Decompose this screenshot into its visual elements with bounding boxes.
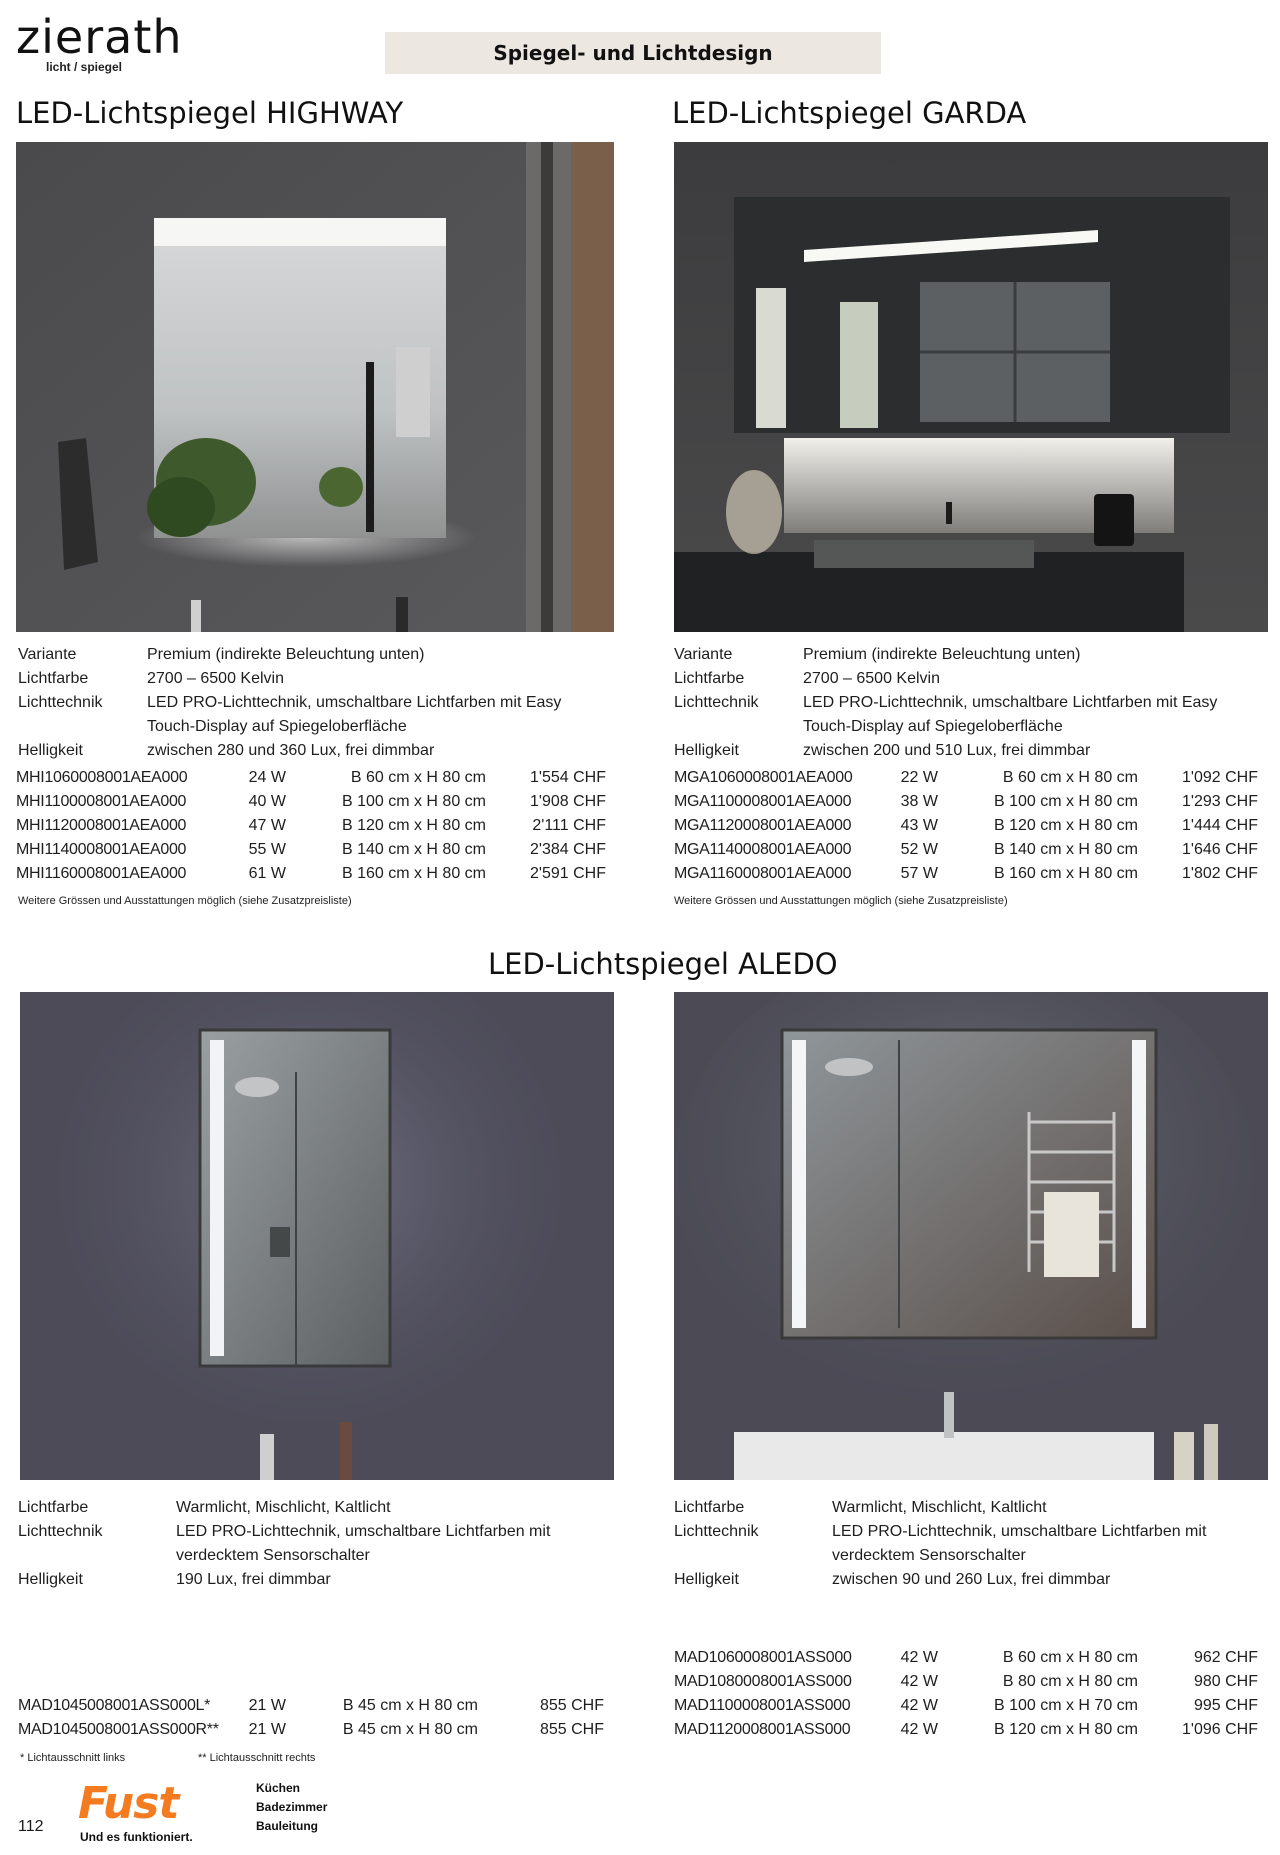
highway-photo [16,142,614,632]
wattage: 42 W [900,1673,938,1690]
brand-subtitle: licht / spiegel [46,60,123,74]
table-row [16,766,616,790]
wattage: 57 W [900,865,938,882]
price: 2'111 CHF [532,817,606,834]
spec-value: LED PRO-Lichttechnik, umschaltbare Lichtfarben mit verdecktem Sensorschalter [176,1523,551,1564]
table-row [16,790,616,814]
wattage: 52 W [900,841,938,858]
article-code: MHI1140008001AEA000 [16,841,187,858]
garda-specs [674,643,1268,763]
article-code: MAD1120008001ASS000 [674,1721,851,1738]
wattage: 47 W [248,817,286,834]
price: 2'384 CHF [530,841,606,858]
price: 1'293 CHF [1182,793,1258,810]
spec-label: Lichttechnik [18,1523,103,1540]
aledo-title: LED-Lichtspiegel ALEDO [488,947,838,981]
table-row [16,814,616,838]
wattage: 42 W [900,1721,938,1738]
table-row [674,766,1268,790]
price: 1'802 CHF [1182,865,1258,882]
spec-label: Helligkeit [18,742,83,759]
fust-logo [78,1780,243,1850]
category-construction: Bauleitung [256,1819,318,1833]
article-code: MAD1045008001ASS000L* [18,1697,211,1714]
table-row [16,862,616,886]
spec-label: Helligkeit [674,1571,739,1588]
price: 995 CHF [1193,1697,1258,1714]
dimensions: B 100 cm x H 80 cm [341,793,486,810]
table-row [674,1670,1268,1694]
spec-label: Helligkeit [674,742,739,759]
dimensions: B 45 cm x H 80 cm [342,1697,478,1714]
article-code: MHI1060008001AEA000 [16,769,188,786]
price: 962 CHF [1193,1649,1258,1666]
page-number: 112 [18,1818,44,1835]
highway-title: LED-Lichtspiegel HIGHWAY [16,96,404,130]
dimensions: B 160 cm x H 80 cm [993,865,1138,882]
table-row [674,862,1268,886]
spec-value: zwischen 200 und 510 Lux, frei dimmbar [803,742,1091,759]
dimensions: B 60 cm x H 80 cm [1002,769,1138,786]
spec-label: Lichtfarbe [18,670,89,687]
aledo-left-price-table [18,1694,614,1742]
section-banner [385,32,881,74]
article-code: MGA1140008001AEA000 [674,841,852,858]
garda-price-table [674,766,1268,886]
wattage: 61 W [248,865,286,882]
category-bathrooms: Badezimmer [256,1800,328,1814]
highway-specs [18,643,614,763]
spec-label: Variante [674,646,733,663]
aledo-right-specs [674,1496,1268,1592]
spec-value: Premium (indirekte Beleuchtung unten) [803,646,1081,663]
aledo-left-photo [20,992,614,1480]
spec-value: 2700 – 6500 Kelvin [803,670,940,687]
table-row [674,790,1268,814]
spec-value: LED PRO-Lichttechnik, umschaltbare Lichtfarben mit Easy Touch-Display auf Spiegeloberfläche [803,694,1218,735]
section-banner-label: Spiegel- und Lichtdesign [493,41,773,65]
dimensions: B 160 cm x H 80 cm [341,865,486,882]
article-code: MGA1120008001AEA000 [674,817,852,834]
fust-slogan: Und es funktioniert. [80,1830,193,1844]
article-code: MAD1045008001ASS000R** [18,1721,219,1738]
spec-label: Lichttechnik [674,694,759,711]
garda-photo [674,142,1268,632]
table-row [674,1694,1268,1718]
dimensions: B 100 cm x H 70 cm [993,1697,1138,1714]
article-code: MHI1100008001AEA000 [16,793,187,810]
price: 1'554 CHF [530,769,606,786]
aledo-footnote-left: * Lichtausschnitt links [20,1752,126,1764]
spec-value: Warmlicht, Mischlicht, Kaltlicht [832,1499,1047,1516]
wattage: 43 W [900,817,938,834]
price: 980 CHF [1193,1673,1258,1690]
dimensions: B 120 cm x H 80 cm [993,1721,1138,1738]
aledo-footnote-right: ** Lichtausschnitt rechts [198,1752,316,1764]
wattage: 40 W [248,793,286,810]
aledo-right-photo [674,992,1268,1480]
article-code: MGA1060008001AEA000 [674,769,853,786]
spec-label: Lichtfarbe [674,1499,745,1516]
spec-label: Lichttechnik [674,1523,759,1540]
dimensions: B 120 cm x H 80 cm [341,817,486,834]
dimensions: B 80 cm x H 80 cm [1002,1673,1138,1690]
dimensions: B 140 cm x H 80 cm [993,841,1138,858]
price: 1'646 CHF [1182,841,1258,858]
dimensions: B 45 cm x H 80 cm [342,1721,478,1738]
highway-note: Weitere Grössen und Ausstattungen möglich (siehe Zusatzpreisliste) [18,895,352,907]
spec-label: Lichttechnik [18,694,103,711]
table-row [18,1718,614,1742]
spec-value: Warmlicht, Mischlicht, Kaltlicht [176,1499,391,1516]
price: 855 CHF [539,1721,604,1738]
table-row [674,1646,1268,1670]
spec-value: zwischen 90 und 260 Lux, frei dimmbar [832,1571,1111,1588]
spec-value: 190 Lux, frei dimmbar [176,1571,331,1588]
spec-value: LED PRO-Lichttechnik, umschaltbare Lichtfarben mit verdecktem Sensorschalter [832,1523,1207,1564]
wattage: 21 W [248,1721,286,1738]
price: 1'092 CHF [1182,769,1258,786]
aledo-left-specs [18,1496,614,1592]
dimensions: B 120 cm x H 80 cm [993,817,1138,834]
article-code: MAD1100008001ASS000 [674,1697,851,1714]
price: 1'096 CHF [1182,1721,1258,1738]
article-code: MHI1160008001AEA000 [16,865,187,882]
dimensions: B 60 cm x H 80 cm [1002,1649,1138,1666]
spec-label: Lichtfarbe [674,670,745,687]
wattage: 42 W [900,1697,938,1714]
price: 855 CHF [539,1697,604,1714]
highway-price-table [16,766,616,886]
price: 1'908 CHF [530,793,606,810]
wattage: 55 W [248,841,286,858]
wattage: 21 W [248,1697,286,1714]
zierath-logo [16,12,196,74]
article-code: MAD1060008001ASS000 [674,1649,852,1666]
table-row [674,838,1268,862]
spec-label: Helligkeit [18,1571,83,1588]
dimensions: B 100 cm x H 80 cm [993,793,1138,810]
table-row [674,814,1268,838]
dimensions: B 140 cm x H 80 cm [341,841,486,858]
spec-value: zwischen 280 und 360 Lux, frei dimmbar [147,742,435,759]
wattage: 24 W [248,769,286,786]
spec-label: Lichtfarbe [18,1499,89,1516]
spec-value: 2700 – 6500 Kelvin [147,670,284,687]
price: 1'444 CHF [1182,817,1258,834]
table-row [18,1694,614,1718]
article-code: MGA1160008001AEA000 [674,865,852,882]
table-row [674,1718,1268,1742]
fust-brand: Fust [78,1778,179,1829]
article-code: MHI1120008001AEA000 [16,817,187,834]
dimensions: B 60 cm x H 80 cm [350,769,486,786]
spec-value: LED PRO-Lichttechnik, umschaltbare Lichtfarben mit Easy Touch-Display auf Spiegeloberfläche [147,694,562,735]
price: 2'591 CHF [530,865,606,882]
wattage: 22 W [900,769,938,786]
garda-note: Weitere Grössen und Ausstattungen möglich (siehe Zusatzpreisliste) [674,895,1008,907]
category-kitchens: Küchen [256,1781,301,1795]
garda-title: LED-Lichtspiegel GARDA [672,96,1027,130]
fust-categories [256,1779,327,1836]
aledo-right-price-table [674,1646,1268,1742]
article-code: MAD1080008001ASS000 [674,1673,852,1690]
brand-name: zierath [16,10,183,64]
article-code: MGA1100008001AEA000 [674,793,852,810]
spec-label: Variante [18,646,77,663]
table-row [16,838,616,862]
wattage: 38 W [900,793,938,810]
wattage: 42 W [900,1649,938,1666]
spec-value: Premium (indirekte Beleuchtung unten) [147,646,425,663]
